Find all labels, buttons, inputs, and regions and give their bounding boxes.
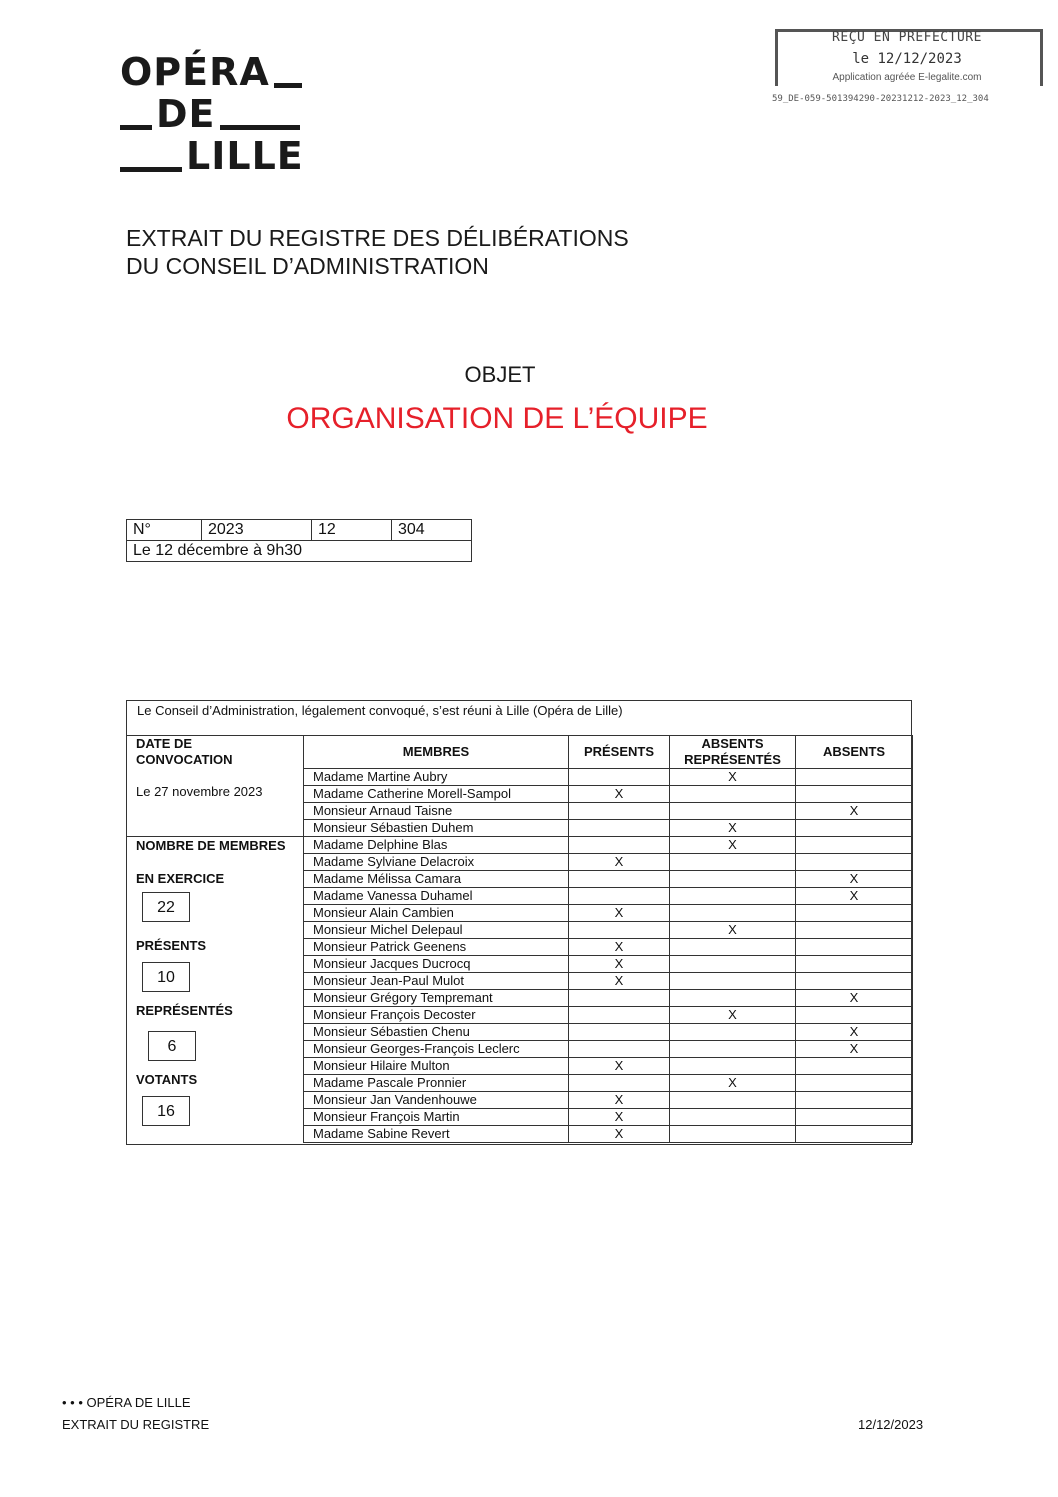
- logo-text-de: DE: [156, 92, 216, 136]
- absent-mark: [796, 1075, 913, 1092]
- represented-mark: [670, 1058, 796, 1075]
- divider: [127, 836, 303, 837]
- present-mark: [569, 820, 670, 837]
- represented-mark: [670, 1092, 796, 1109]
- represented-mark: [670, 803, 796, 820]
- member-name: Monsieur Alain Cambien: [304, 905, 569, 922]
- logo-line-2: [120, 94, 300, 134]
- table-row: [304, 939, 913, 956]
- en-exercice-label: EN EXERCICE: [136, 871, 225, 886]
- absent-mark: X: [796, 1024, 913, 1041]
- absent-mark: [796, 1007, 913, 1024]
- table-row: [304, 1007, 913, 1024]
- table-row: [304, 905, 913, 922]
- member-name: Madame Sabine Revert: [304, 1126, 569, 1143]
- convocation-date: Le 27 novembre 2023: [136, 784, 263, 799]
- absent-mark: [796, 1092, 913, 1109]
- absent-mark: X: [796, 1041, 913, 1058]
- absent-mark: X: [796, 803, 913, 820]
- column-header-members: MEMBRES: [304, 736, 569, 769]
- table-row: [304, 922, 913, 939]
- present-mark: X: [569, 905, 670, 922]
- member-name: Monsieur Jean-Paul Mulot: [304, 973, 569, 990]
- table-row: [304, 888, 913, 905]
- present-mark: X: [569, 956, 670, 973]
- column-header-absents: ABSENTS: [796, 736, 913, 769]
- table-row: [304, 990, 913, 1007]
- present-mark: X: [569, 1092, 670, 1109]
- represented-mark: X: [670, 922, 796, 939]
- objet-label: OBJET: [464, 362, 536, 387]
- present-mark: [569, 1024, 670, 1041]
- objet-title: ORGANISATION DE L’ÉQUIPE: [286, 402, 708, 435]
- present-mark: X: [569, 1126, 670, 1143]
- register-title: [126, 224, 629, 280]
- stamp-title: REÇU EN PREFECTURE: [832, 30, 982, 45]
- footer-document: EXTRAIT DU REGISTRE: [62, 1417, 210, 1432]
- table-row: [304, 1092, 913, 1109]
- absent-mark: [796, 922, 913, 939]
- member-name: Madame Pascale Pronnier: [304, 1075, 569, 1092]
- absent-mark: [796, 820, 913, 837]
- table-row: [304, 803, 913, 820]
- member-name: Monsieur Jacques Ducrocq: [304, 956, 569, 973]
- table-row: [304, 1041, 913, 1058]
- member-name: Monsieur Grégory Tempremant: [304, 990, 569, 1007]
- absent-mark: [796, 973, 913, 990]
- stamp-id: 59_DE-059-501394290-20231212-2023_12_304: [772, 94, 989, 104]
- table-row: [304, 956, 913, 973]
- representes-count: 6: [148, 1031, 196, 1061]
- member-name: Madame Catherine Morell-Sampol: [304, 786, 569, 803]
- represented-mark: X: [670, 1007, 796, 1024]
- deliberation-number-table: [126, 519, 472, 562]
- present-mark: X: [569, 854, 670, 871]
- member-name: Monsieur Georges-François Leclerc: [304, 1041, 569, 1058]
- represented-mark: X: [670, 837, 796, 854]
- present-mark: [569, 871, 670, 888]
- table-row: [304, 837, 913, 854]
- column-header-represented: ABSENTS REPRÉSENTÉS: [670, 736, 796, 769]
- member-name: Monsieur Michel Delepaul: [304, 922, 569, 939]
- present-mark: [569, 769, 670, 786]
- number-label: N°: [127, 520, 202, 541]
- member-name: Madame Delphine Blas: [304, 837, 569, 854]
- table-row: [304, 1075, 913, 1092]
- absent-mark: X: [796, 990, 913, 1007]
- members-count-label: NOMBRE DE MEMBRES: [136, 838, 286, 853]
- present-mark: [569, 803, 670, 820]
- absent-mark: [796, 786, 913, 803]
- member-name: Madame Martine Aubry: [304, 769, 569, 786]
- logo-line-1: [120, 52, 302, 92]
- member-name: Monsieur Sébastien Duhem: [304, 820, 569, 837]
- prefecture-stamp: [772, 26, 1042, 86]
- present-mark: X: [569, 786, 670, 803]
- table-row: [304, 854, 913, 871]
- present-mark: [569, 1007, 670, 1024]
- member-name: Madame Sylviane Delacroix: [304, 854, 569, 871]
- represented-mark: [670, 939, 796, 956]
- absent-mark: [796, 905, 913, 922]
- present-mark: [569, 922, 670, 939]
- represented-mark: [670, 786, 796, 803]
- table-row: [304, 769, 913, 786]
- logo-text-opera: OPÉRA: [120, 50, 270, 94]
- absent-mark: [796, 854, 913, 871]
- absent-mark: [796, 956, 913, 973]
- present-mark: [569, 888, 670, 905]
- session-date: Le 12 décembre à 9h30: [127, 541, 472, 562]
- representes-label: REPRÉSENTÉS: [136, 1003, 233, 1018]
- present-mark: [569, 1041, 670, 1058]
- logo-bar: [120, 125, 152, 130]
- column-header-presents: PRÉSENTS: [569, 736, 670, 769]
- represented-mark: [670, 973, 796, 990]
- absent-mark: [796, 837, 913, 854]
- member-name: Madame Vanessa Duhamel: [304, 888, 569, 905]
- present-mark: [569, 837, 670, 854]
- present-mark: X: [569, 973, 670, 990]
- register-title-line1: EXTRAIT DU REGISTRE DES DÉLIBÉRATIONS: [126, 225, 629, 251]
- represented-mark: [670, 888, 796, 905]
- attendance-panel: [126, 700, 912, 1145]
- logo-bar: [220, 125, 300, 130]
- represented-mark: [670, 905, 796, 922]
- member-name: Madame Mélissa Camara: [304, 871, 569, 888]
- represented-mark: [670, 1041, 796, 1058]
- logo-text-lille: LILLE: [186, 134, 304, 178]
- presents-label: PRÉSENTS: [136, 938, 207, 953]
- present-mark: [569, 990, 670, 1007]
- represented-mark: [670, 1109, 796, 1126]
- member-name: Monsieur Arnaud Taisne: [304, 803, 569, 820]
- absent-mark: [796, 1126, 913, 1143]
- table-row: [304, 1126, 913, 1143]
- presents-count: 10: [142, 962, 190, 992]
- member-name: Monsieur François Martin: [304, 1109, 569, 1126]
- represented-mark: X: [670, 820, 796, 837]
- logo-line-3: [120, 136, 304, 176]
- present-mark: X: [569, 1058, 670, 1075]
- convocation-date-label: DATE DE CONVOCATION: [136, 736, 233, 767]
- votants-label: VOTANTS: [136, 1072, 198, 1087]
- present-mark: X: [569, 1109, 670, 1126]
- represented-mark: [670, 871, 796, 888]
- intro-text: Le Conseil d’Administration, légalement convoqué, s’est réuni à Lille (Opéra de Lille): [137, 703, 623, 718]
- votants-count: 16: [142, 1096, 190, 1126]
- members-table: [303, 735, 913, 1143]
- member-name: Monsieur Patrick Geenens: [304, 939, 569, 956]
- table-row: [304, 871, 913, 888]
- member-name: Monsieur Hilaire Multon: [304, 1058, 569, 1075]
- number-seq: 304: [392, 520, 472, 541]
- present-mark: [569, 1075, 670, 1092]
- stamp-date: le 12/12/2023: [852, 51, 962, 67]
- opera-de-lille-logo: [120, 50, 304, 178]
- member-name: Monsieur Jan Vandenhouwe: [304, 1092, 569, 1109]
- absent-mark: [796, 1109, 913, 1126]
- table-row: [304, 973, 913, 990]
- represented-mark: [670, 854, 796, 871]
- members-table-body: [304, 769, 913, 1143]
- summary-column: [127, 735, 303, 1145]
- member-name: Monsieur Sébastien Chenu: [304, 1024, 569, 1041]
- represented-mark: [670, 1024, 796, 1041]
- register-title-line2: DU CONSEIL D’ADMINISTRATION: [126, 253, 489, 279]
- table-row: [304, 820, 913, 837]
- number-month: 12: [312, 520, 392, 541]
- table-row: [304, 1058, 913, 1075]
- logo-bar: [274, 83, 302, 88]
- table-row: [304, 786, 913, 803]
- absent-mark: X: [796, 871, 913, 888]
- represented-mark: [670, 990, 796, 1007]
- footer-brand: • • • OPÉRA DE LILLE: [62, 1395, 191, 1410]
- table-row: [304, 1109, 913, 1126]
- absent-mark: [796, 1058, 913, 1075]
- logo-bar: [120, 167, 182, 172]
- represented-mark: X: [670, 769, 796, 786]
- represented-mark: [670, 956, 796, 973]
- represented-mark: [670, 1126, 796, 1143]
- en-exercice-count: 22: [142, 892, 190, 922]
- footer-date: 12/12/2023: [858, 1417, 924, 1432]
- member-name: Monsieur François Decoster: [304, 1007, 569, 1024]
- present-mark: X: [569, 939, 670, 956]
- absent-mark: [796, 939, 913, 956]
- number-year: 2023: [202, 520, 312, 541]
- absent-mark: X: [796, 888, 913, 905]
- table-row: [304, 1024, 913, 1041]
- stamp-application: Application agréée E-legalite.com: [832, 72, 982, 83]
- absent-mark: [796, 769, 913, 786]
- represented-mark: X: [670, 1075, 796, 1092]
